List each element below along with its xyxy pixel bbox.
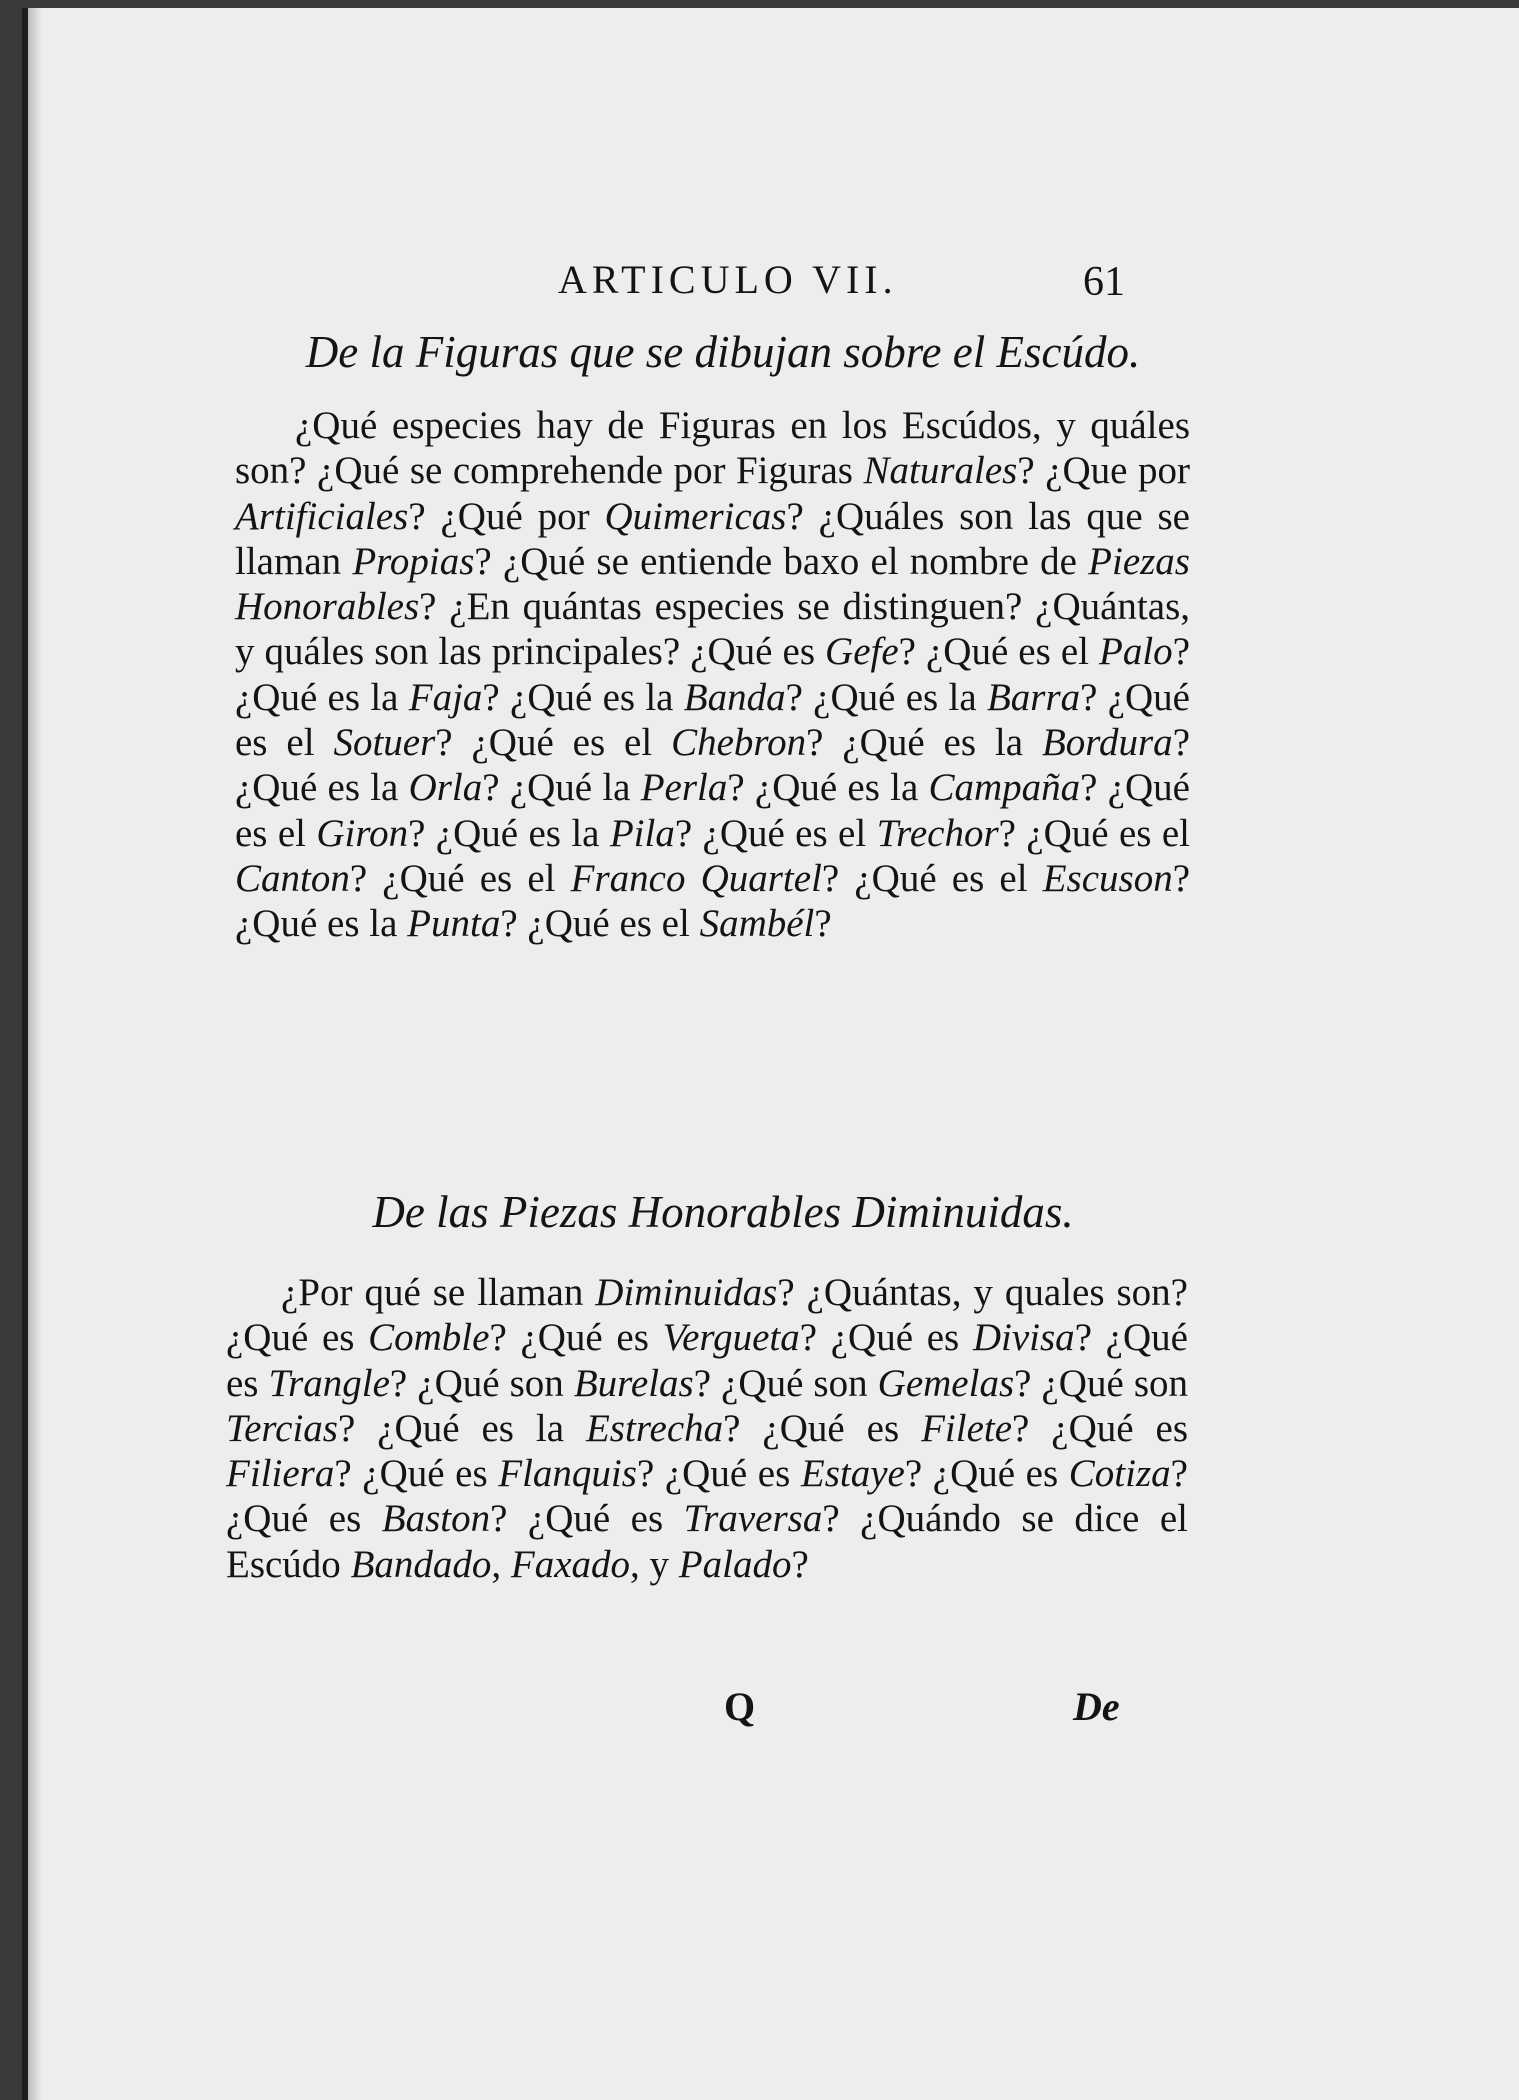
- text-run: ? ¿Qué es: [334, 1452, 499, 1496]
- italic-term: Trechor: [876, 811, 999, 855]
- italic-term: Vergueta: [662, 1316, 800, 1360]
- text-run: ? ¿Qué por: [408, 494, 605, 538]
- text-run: ¿Por qué se llaman: [281, 1271, 596, 1314]
- italic-term: Palado: [678, 1542, 792, 1586]
- page-binding-shadow: [28, 8, 42, 2100]
- italic-term: Sambél: [699, 902, 815, 946]
- text-run: ? ¿Quáles son las que se llaman: [235, 494, 1190, 583]
- italic-term: Flanquis: [498, 1452, 637, 1496]
- text-run: ? ¿Que por: [1017, 449, 1190, 493]
- italic-term: Barra: [986, 675, 1081, 719]
- italic-term: Chebron: [671, 721, 807, 765]
- text-run: ? ¿Qué es: [904, 1452, 1069, 1496]
- text-run: ?: [814, 902, 832, 946]
- italic-term: Palo: [1099, 630, 1173, 674]
- text-run: ? ¿Qué es: [799, 1316, 973, 1360]
- book-page: [22, 8, 1519, 2100]
- text-run: ? ¿Qué es el: [235, 675, 1190, 765]
- text-run: ? ¿Qué es el: [235, 766, 1190, 855]
- text-run: ? ¿Qué es la: [337, 1406, 586, 1450]
- italic-term: Bordura: [1041, 721, 1173, 765]
- italic-term: Canton: [235, 856, 350, 900]
- text-run: ? ¿Qué es: [636, 1452, 801, 1496]
- text-run: ? ¿Qué es el: [500, 902, 700, 946]
- italic-term: Campaña: [928, 766, 1081, 810]
- text-run: ? ¿Qué es: [226, 1452, 1188, 1541]
- italic-term: Giron: [316, 811, 409, 855]
- italic-term: Orla: [408, 766, 483, 810]
- text-run: ? ¿Qué es el: [349, 856, 571, 900]
- text-run: ? ¿Qué es: [489, 1316, 663, 1360]
- text-run: ? ¿Qué es la: [408, 811, 610, 855]
- italic-term: Bandado: [350, 1542, 492, 1586]
- text-run: ? ¿Qué es la: [482, 675, 684, 719]
- text-run: ? ¿Qué es la: [785, 675, 987, 719]
- text-run: ? ¿Qué son: [693, 1361, 878, 1405]
- text-run: ? ¿Qué es: [1012, 1406, 1188, 1450]
- italic-term: Banda: [683, 675, 786, 719]
- text-run: ,: [491, 1542, 511, 1586]
- page-number: 61: [1083, 259, 1125, 305]
- italic-term: Artificiales: [235, 494, 409, 538]
- italic-term: Trangle: [268, 1361, 390, 1405]
- italic-term: Filete: [921, 1406, 1013, 1450]
- text-run: ? ¿Qué es la: [235, 630, 1190, 719]
- text-run: ? ¿Qué es el: [898, 630, 1100, 674]
- text-run: ? ¿Qué la: [482, 766, 641, 810]
- italic-term: Piezas Honorables: [235, 539, 1190, 629]
- italic-term: Tercias: [226, 1406, 338, 1450]
- printer-signature: Q: [724, 1684, 756, 1729]
- italic-term: Gefe: [825, 630, 899, 674]
- italic-term: Estrecha: [585, 1406, 724, 1450]
- text-run: , y: [630, 1542, 679, 1586]
- text-run: ? ¿En quántas especies se distinguen? ¿Quántas, y quáles son las principales? ¿Qué es: [235, 585, 1190, 674]
- italic-term: Quimericas: [604, 494, 787, 538]
- text-run: ¿Qué especies hay de Figuras en los Escúdos, y quáles son? ¿Qué se comprehende por Figuras: [235, 404, 1190, 493]
- italic-term: Comble: [368, 1316, 490, 1360]
- italic-term: Estaye: [800, 1452, 905, 1496]
- italic-term: Burelas: [573, 1361, 694, 1405]
- text-run: ? ¿Qué es: [723, 1406, 922, 1450]
- text-run: ? ¿Qué es el: [998, 811, 1190, 855]
- text-run: ? ¿Qué son: [389, 1361, 574, 1405]
- text-run: ? ¿Qué es la: [806, 721, 1042, 765]
- italic-term: Propias: [352, 539, 475, 583]
- catchword: De: [1073, 1684, 1120, 1729]
- text-run: ?: [791, 1542, 809, 1586]
- text-run: ? ¿Qué son: [1014, 1361, 1188, 1405]
- italic-term: Faxado: [510, 1542, 631, 1586]
- text-run: ? ¿Qué es la: [235, 856, 1191, 946]
- italic-term: Filiera: [226, 1452, 335, 1496]
- italic-term: Gemelas: [877, 1361, 1015, 1405]
- paragraph-figuras: [235, 403, 1190, 947]
- italic-term: Baston: [381, 1497, 491, 1541]
- text-run: ? ¿Qué es: [490, 1497, 684, 1541]
- italic-term: Naturales: [863, 449, 1018, 493]
- italic-term: Franco Quartel: [570, 856, 822, 900]
- text-run: ? ¿Qué se entiende baxo el nombre de: [474, 539, 1089, 583]
- text-run: ? ¿Qué es la: [727, 766, 929, 810]
- italic-term: Pila: [609, 811, 675, 855]
- text-run: ? ¿Qué es el: [435, 721, 672, 765]
- text-run: ? ¿Quántas, y quales son? ¿Qué es: [226, 1271, 1188, 1360]
- italic-term: Perla: [640, 766, 728, 810]
- italic-term: Cotiza: [1068, 1452, 1171, 1496]
- section-title-diminuidas: De las Piezas Honorables Diminuidas.: [372, 1187, 1074, 1237]
- text-run: ? ¿Qué es la: [235, 721, 1190, 810]
- italic-term: Sotuer: [333, 721, 436, 765]
- italic-term: Traversa: [683, 1497, 823, 1541]
- italic-term: Divisa: [972, 1316, 1075, 1360]
- italic-term: Faja: [408, 675, 483, 719]
- text-run: ? ¿Quándo se dice el Escúdo: [226, 1497, 1188, 1586]
- running-head: ARTICULO VII.: [558, 257, 898, 302]
- italic-term: Punta: [407, 902, 501, 946]
- text-run: ? ¿Qué es: [226, 1316, 1188, 1405]
- paragraph-diminuidas: [226, 1270, 1188, 1587]
- italic-term: Escuson: [1042, 856, 1173, 900]
- section-title-figuras: De la Figuras que se dibujan sobre el Escúdo.: [305, 327, 1141, 377]
- text-run: ? ¿Qué es el: [674, 811, 877, 855]
- italic-term: Diminuidas: [595, 1271, 778, 1314]
- text-run: ? ¿Qué es el: [821, 856, 1043, 900]
